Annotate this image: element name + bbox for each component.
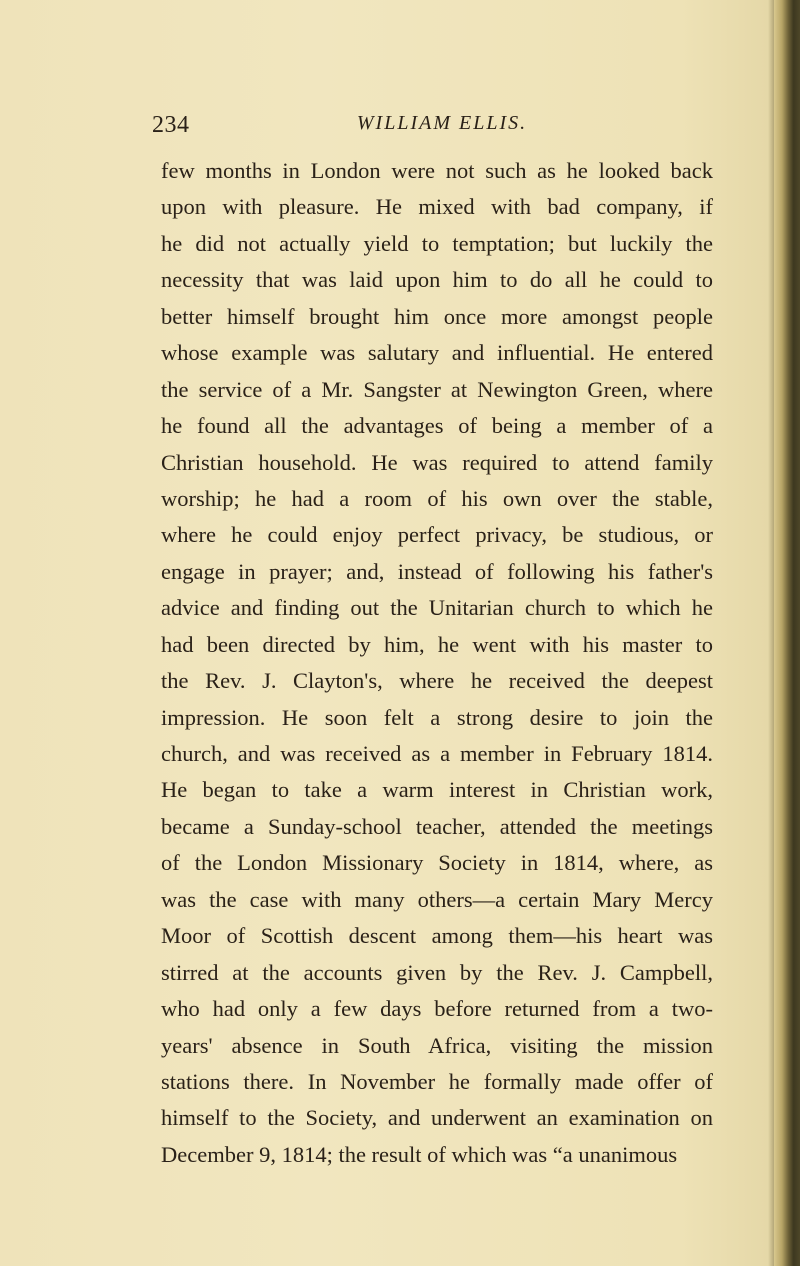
text-line: Moor of Scottish descent among them—his heart was: [161, 923, 713, 949]
text-line: he found all the advantages of being a member of a: [161, 413, 713, 439]
text-line: became a Sunday-school teacher, attended the meetings: [161, 813, 713, 839]
text-line: impression. He soon felt a strong desire to join the: [161, 704, 713, 730]
text-line: years' absence in South Africa, visiting the mission: [161, 1032, 713, 1058]
text-line: worship; he had a room of his own over the stable,: [161, 485, 713, 511]
text-line: church, and was received as a member in February 1814.: [161, 741, 713, 766]
text-line: necessity that was laid upon him to do all he could to: [161, 267, 713, 293]
text-line: few months in London were not such as he looked back: [161, 158, 713, 183]
text-line: December 9, 1814; the result of which was “a unanimous: [161, 1141, 678, 1167]
text-line: stirred at the accounts given by the Rev. J. Campbell,: [161, 959, 713, 985]
text-line: himself to the Society, and underwent an examination on: [161, 1105, 713, 1131]
text-line: advice and finding out the Unitarian church to which he: [161, 595, 713, 621]
text-line: engage in prayer; and, instead of following his father's: [161, 558, 713, 584]
text-line: where he could enjoy perfect privacy, be studious, or: [161, 522, 713, 548]
text-line: he did not actually yield to temptation; but luckily the: [161, 230, 713, 256]
running-title: WILLIAM ELLIS.: [356, 112, 528, 134]
text-line: stations there. In November he formally made offer of: [161, 1068, 713, 1094]
book-spine: [774, 0, 800, 1266]
text-line: was the case with many others—a certain Mary Mercy: [161, 886, 713, 912]
text-line: He began to take a warm interest in Christian work,: [161, 777, 713, 803]
text-line: whose example was salutary and influential. He entered: [161, 340, 713, 366]
text-line: Christian household. He was required to attend family: [161, 449, 713, 475]
text-line: had been directed by him, he went with his master to: [161, 631, 713, 657]
text-line: of the London Missionary Society in 1814, where, as: [161, 850, 713, 876]
text-line: the service of a Mr. Sangster at Newington Green, where: [161, 376, 713, 402]
running-head: [152, 112, 712, 148]
text-line: who had only a few days before returned from a two-: [161, 996, 713, 1022]
text-line: the Rev. J. Clayton's, where he received the deepest: [161, 668, 713, 694]
text-line: better himself brought him once more amongst people: [161, 303, 713, 329]
page-number: 234: [152, 112, 190, 138]
body-text: [161, 153, 713, 1173]
text-line: upon with pleasure. He mixed with bad company, if: [161, 194, 713, 220]
